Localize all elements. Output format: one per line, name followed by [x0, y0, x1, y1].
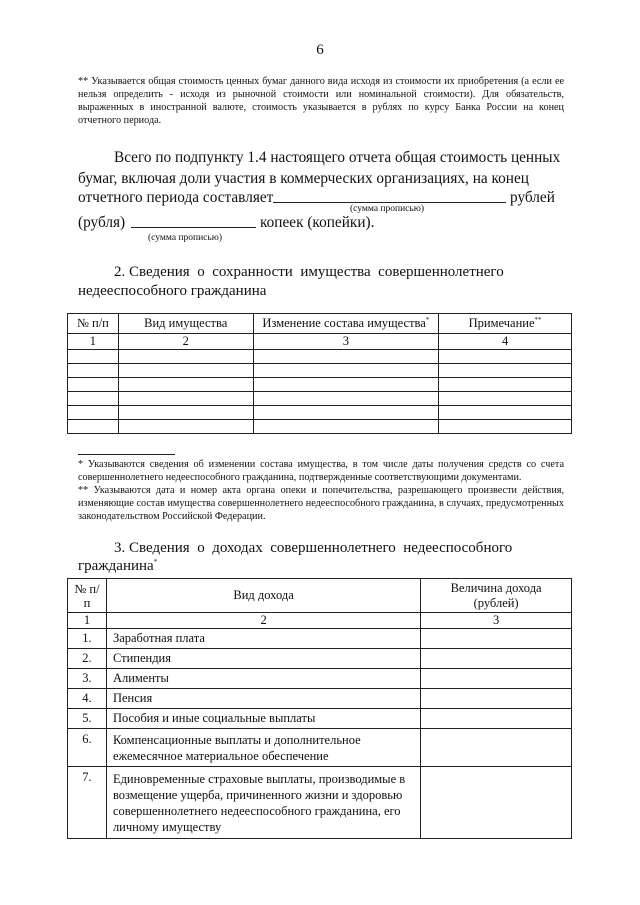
income-value-cell[interactable] [421, 729, 572, 767]
cell[interactable] [439, 406, 572, 420]
col-index: 2 [118, 334, 253, 350]
row-number: 4. [68, 689, 107, 709]
cell[interactable] [118, 392, 253, 406]
cell[interactable] [253, 364, 439, 378]
cell[interactable] [253, 420, 439, 434]
cell[interactable] [253, 392, 439, 406]
total-line-2: бумаг, включая доли участия в коммерческих организациях, на конец [78, 170, 529, 187]
col-index: 1 [68, 613, 107, 629]
cell[interactable] [68, 420, 119, 434]
income-type: Алименты [106, 669, 420, 689]
row-number: 1. [68, 629, 107, 649]
cell[interactable] [439, 364, 572, 378]
cell[interactable] [439, 420, 572, 434]
income-type: Пенсия [106, 689, 420, 709]
income-type: Стипендия [106, 649, 420, 669]
page-number: 6 [316, 42, 324, 58]
income-value-cell[interactable] [421, 669, 572, 689]
income-row [68, 689, 572, 709]
row-number: 6. [68, 729, 107, 767]
row-number: 7. [68, 767, 107, 839]
footnote-divider [78, 454, 175, 455]
sum-hint-2: (сумма прописью) [148, 233, 222, 243]
total-sum-field[interactable] [273, 190, 506, 203]
income-type: Пособия и иные социальные выплаты [106, 709, 420, 729]
cell[interactable] [118, 420, 253, 434]
col-index: 3 [421, 613, 572, 629]
income-value-cell[interactable] [421, 629, 572, 649]
table-row [68, 406, 572, 420]
cell[interactable] [68, 406, 119, 420]
income-value-cell[interactable] [421, 767, 572, 839]
income-type: Заработная плата [106, 629, 420, 649]
table-row [68, 392, 572, 406]
income-col-type-header: Вид дохода [106, 579, 420, 613]
income-type: Компенсационные выплаты и дополнительное ежемесячное материальное обеспечение [106, 729, 420, 767]
col-property-header: Вид имущества [118, 314, 253, 334]
kopecks-label: копеек (копейки). [260, 214, 375, 231]
row-number: 2. [68, 649, 107, 669]
cell[interactable] [118, 364, 253, 378]
cell[interactable] [118, 406, 253, 420]
cell[interactable] [68, 364, 119, 378]
kopecks-sum-field[interactable] [131, 215, 256, 228]
footnote-securities-value: ** Указывается общая стоимость ценных бумаг данного вида исходя из стоимости их приобретения (а если ее нельзя определить - исходя из рыночной стоимости или номинальной стоимости). Для обязательств, выраженных в иностранной валюте, стоимость указывается в рублях по курсу Банка России на конец отчетного периода. [78, 76, 564, 126]
col-index: 3 [253, 334, 439, 350]
section3-title-line1: 3. Сведения о доходах совершеннолетнего недееспособного [114, 540, 513, 556]
cell[interactable] [118, 378, 253, 392]
income-row [68, 649, 572, 669]
col-number-header: № п/п [68, 314, 119, 334]
rubles-label: рублей [510, 189, 555, 206]
sum-hint-1: (сумма прописью) [350, 204, 424, 214]
income-value-cell[interactable] [421, 709, 572, 729]
table-row [68, 420, 572, 434]
property-table [67, 313, 572, 434]
cell[interactable] [68, 378, 119, 392]
total-line-1: Всего по подпункту 1.4 настоящего отчета общая стоимость ценных [114, 149, 561, 166]
col-note-header: Примечание** [439, 314, 572, 334]
footnote-change: * Указываются сведения об изменении состава имущества, в том числе даты получения средств со счета совершеннолетнего недееспособного гражданина, подтвержденные соответствующими документами. [78, 459, 564, 483]
col-index: 1 [68, 334, 119, 350]
cell[interactable] [439, 378, 572, 392]
section2-title-line2: недееспособного гражданина [78, 283, 267, 299]
income-value-cell[interactable] [421, 689, 572, 709]
income-type: Единовременные страховые выплаты, производимые в возмещение ущерба, причиненного жизни и здоровью совершеннолетнего недееспособного гражданина, его личному имуществу [106, 767, 420, 839]
cell[interactable] [68, 392, 119, 406]
cell[interactable] [439, 392, 572, 406]
income-row [68, 767, 572, 839]
income-row [68, 709, 572, 729]
section3-title-line2: гражданина* [78, 558, 158, 574]
rubles-alt-label: (рубля) [78, 214, 126, 231]
cell[interactable] [68, 350, 119, 364]
section2-title-line1: 2. Сведения о сохранности имущества совершеннолетнего [114, 264, 504, 280]
col-index: 4 [439, 334, 572, 350]
col-change-header: Изменение состава имущества* [253, 314, 439, 334]
cell[interactable] [253, 378, 439, 392]
table-row [68, 350, 572, 364]
cell[interactable] [439, 350, 572, 364]
footnote-act: ** Указываются дата и номер акта органа опеки и попечительства, разрешающего произвести действия, изменяющие состав имущества совершеннолетнего недееспособного гражданина, в случаях, предусмотренных законодательством Российской Федерации. [78, 485, 564, 522]
income-value-cell[interactable] [421, 649, 572, 669]
income-row [68, 629, 572, 649]
income-col-value-header: Величина дохода (рублей) [421, 579, 572, 613]
total-paragraph [78, 147, 564, 189]
cell[interactable] [253, 350, 439, 364]
cell[interactable] [118, 350, 253, 364]
total-line-3: отчетного периода составляет [78, 189, 274, 206]
row-number: 3. [68, 669, 107, 689]
table-row [68, 364, 572, 378]
row-number: 5. [68, 709, 107, 729]
income-row [68, 729, 572, 767]
table-row [68, 378, 572, 392]
income-table [67, 578, 572, 839]
cell[interactable] [253, 406, 439, 420]
col-index: 2 [106, 613, 420, 629]
income-row [68, 669, 572, 689]
income-col-number-header: № п/п [68, 579, 107, 613]
